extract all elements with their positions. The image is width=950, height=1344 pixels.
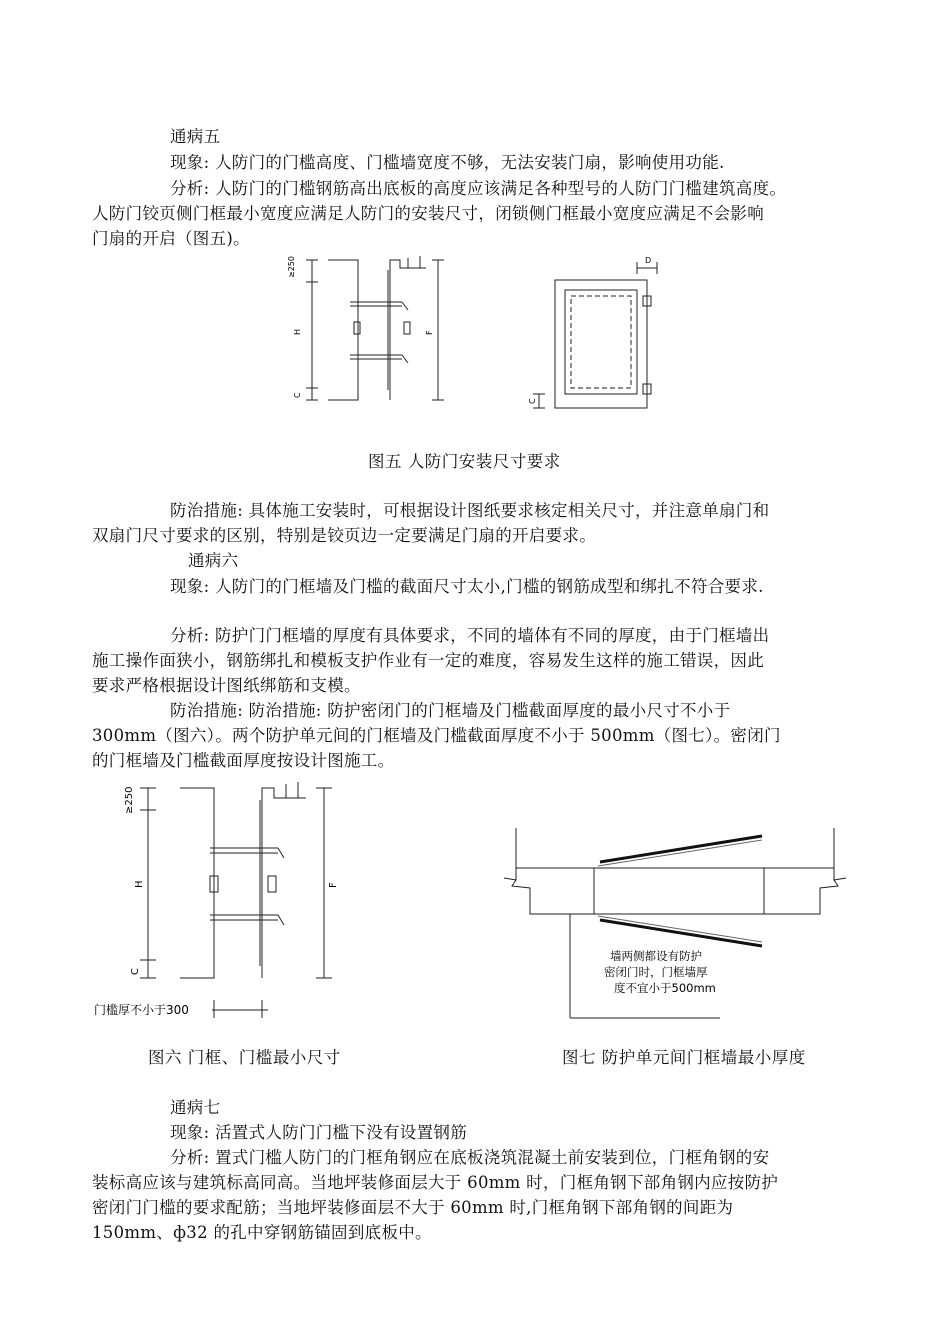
section7-analysis-line3: 密闭门门槛的要求配筋；当地坪装修面层不大于 60mm 时,门框角钢下部角钢的间距为 (92, 1198, 734, 1217)
section6-title: 通病六 (188, 551, 239, 570)
figure6-frame-min-size (92, 770, 352, 1020)
fig5-h-label: H (293, 328, 302, 335)
fig5-c-label: C (293, 392, 302, 398)
figure7-caption: 图七 防护单元间门框墙最小厚度 (562, 1048, 806, 1067)
section6-measure-line3: 的门框墙及门槛截面厚度按设计图施工。 (92, 751, 395, 770)
fig6-top-dim-label: ≥250 (124, 786, 135, 814)
figure7-unit-wall-thickness (500, 828, 850, 1023)
figure5-door-elevation (525, 252, 675, 422)
section5-analysis-line3: 门扇的开启（图五)。 (92, 229, 250, 248)
figure5-caption: 图五 人防门安装尺寸要求 (368, 452, 561, 471)
fig5-right-c-label: C (528, 398, 537, 404)
section6-phenomenon: 现象: 人防门的门框墙及门槛的截面尺寸太小,门槛的钢筋成型和绑扎不符合要求. (170, 577, 764, 596)
section5-measure-line2: 双扇门尺寸要求的区别，特别是铰页边一定要满足门扇的开启要求。 (92, 526, 596, 545)
fig5-d-label: D (645, 256, 652, 265)
fig6-h-label: H (134, 880, 145, 888)
figure6-caption: 图六 门框、门槛最小尺寸 (148, 1048, 341, 1067)
fig7-note-line3: 度不宜小于500mm (614, 981, 716, 995)
fig6-c-label: C (130, 968, 141, 975)
section5-title: 通病五 (170, 127, 221, 146)
section6-analysis-line1: 分析: 防护门门框墙的厚度有具体要求，不同的墙体有不同的厚度，由于门框墙出 (170, 626, 770, 645)
fig5-top-dim-label: ≥250 (287, 256, 296, 278)
section5-measure-line1: 防治措施: 具体施工安装时，可根据设计图纸要求核定相关尺寸，并注意单扇门和 (170, 501, 770, 520)
section7-title: 通病七 (170, 1098, 221, 1117)
section5-analysis-line2: 人防门铰页侧门框最小宽度应满足人防门的安装尺寸，闭锁侧门框最小宽度应满足不会影响 (92, 204, 764, 223)
section7-analysis-line1: 分析: 置式门槛人防门的门框角钢应在底板浇筑混凝土前安装到位，门框角钢的安 (170, 1148, 770, 1167)
section7-phenomenon: 现象: 活置式人防门门槛下没有设置钢筋 (170, 1123, 468, 1142)
section6-measure-line2: 300mm（图六）。两个防护单元间的门框墙及门槛截面厚度不小于 500mm（图七）。密闭门 (92, 726, 781, 745)
fig5-f-label: F (425, 330, 434, 335)
section6-analysis-line3: 要求严格根据设计图纸绑筋和支模。 (92, 676, 361, 695)
section7-analysis-line2: 装标高应该与建筑标高同高。当地坪装修面层大于 60mm 时，门框角钢下部角钢内应按防护 (92, 1173, 779, 1192)
figure5-door-frame-section (280, 250, 480, 420)
section6-measure-line1: 防治措施: 防治措施: 防护密闭门的门框墙及门槛截面厚度的最小尺寸不小于 (170, 701, 731, 720)
fig7-note-line1: 墙两侧都设有防护 (610, 949, 702, 963)
section6-analysis-line2: 施工操作面狭小，钢筋绑扎和模板支护作业有一定的难度，容易发生这样的施工错误，因此 (92, 651, 764, 670)
fig6-f-label: F (328, 882, 339, 888)
fig7-note-line2: 密闭门时，门框墙厚 (604, 965, 708, 979)
section5-analysis-line1: 分析: 人防门的门槛钢筋高出底板的高度应该满足各种型号的人防门门槛建筑高度。 (170, 179, 787, 198)
fig6-bottom-dim-label: 门槛厚不小于300 (94, 1003, 189, 1017)
section7-analysis-line4: 150mm、ф32 的孔中穿钢筋锚固到底板中。 (92, 1223, 432, 1242)
section5-phenomenon: 现象: 人防门的门槛高度、门槛墙宽度不够，无法安装门扇，影响使用功能. (170, 153, 725, 172)
